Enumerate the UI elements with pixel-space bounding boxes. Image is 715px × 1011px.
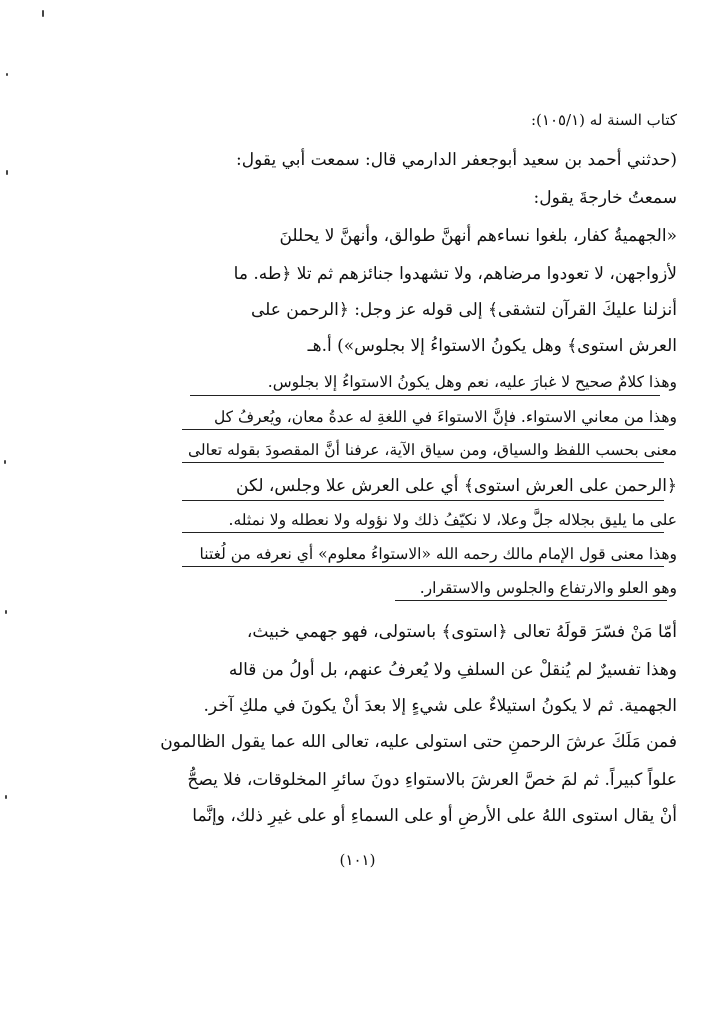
scan-speck — [6, 170, 8, 175]
body-line: الجهمية. ثم لا يكونُ استيلاءٌ على شيءٍ إلا بعدَ أنْ يكونَ في ملكِ آخر. — [203, 696, 677, 716]
scan-speck — [42, 10, 44, 17]
page-number: (١٠١) — [339, 851, 376, 869]
intro-line: (حدثني أحمد بن سعيد أبوجعفر الدارمي قال: سمعت أبي يقول: — [235, 150, 677, 170]
quote-line: أنزلنا عليكَ القرآن لتشقى﴾ إلى قوله عز وجل: ﴿الرحمن على — [250, 300, 677, 320]
scan-speck — [5, 795, 7, 799]
underline — [182, 429, 664, 430]
commentary-line: على ما يليق بجلاله جلَّ وعلا، لا نكيّفُ ذلك ولا نؤوله ولا نعطله ولا نمثله. — [228, 511, 677, 529]
underline — [182, 462, 664, 463]
quote-line: العرش استوى﴾ وهل يكونُ الاستواءُ إلا بجلوس») أ.هـ — [307, 336, 677, 356]
commentary-line: وهذا معنى قول الإمام مالك رحمه الله «الاستواءُ معلوم» أي نعرفه من لُغتنا — [199, 545, 677, 563]
scan-speck — [5, 610, 7, 614]
commentary-line: وهذا كلامٌ صحيح لا غبارَ عليه، نعم وهل يكونُ الاستواءُ إلا بجلوس. — [267, 373, 677, 391]
underline — [182, 532, 664, 533]
source-reference: كتاب السنة له (١٠٥/١): — [530, 111, 677, 129]
underline — [190, 395, 660, 396]
commentary-line: وهو العلو والارتفاع والجلوس والاستقرار. — [419, 579, 677, 597]
underline — [395, 600, 667, 601]
body-line: أنْ يقال استوى اللهُ على الأرضِ أو على السماءِ أو على غيرِ ذلك، وإنَّما — [192, 806, 677, 826]
quote-line: لأزواجهن، لا تعودوا مرضاهم، ولا تشهدوا جنائزهم ثم تلا ﴿طه. ما — [233, 264, 677, 284]
scan-speck — [4, 460, 6, 464]
commentary-line: ﴿الرحمن على العرش استوى﴾ أي على العرش علا وجلس، لكن — [236, 476, 677, 496]
quote-line: «الجهميةُ كفار، بلغوا نساءهم أنهنَّ طوالق، وأنهنَّ لا يحللنَ — [279, 226, 677, 246]
commentary-line: وهذا من معاني الاستواء. فإنَّ الاستواءَ في اللغةِ له عدةُ معان، ويُعرفُ كل — [213, 408, 677, 426]
underline — [182, 500, 664, 501]
underline — [182, 566, 664, 567]
body-line: علواً كبيراً. ثم لمَ خصَّ العرشَ بالاستواءِ دونَ سائرِ المخلوقات، فلا يصحُّ — [187, 770, 677, 790]
scan-speck — [6, 73, 8, 76]
commentary-line: معنى بحسب اللفظ والسياق، ومن سياق الآية، عرفنا أنَّ المقصودَ بقوله تعالى — [187, 441, 677, 459]
intro-line: سمعتُ خارجةَ يقول: — [533, 188, 677, 208]
body-line: وهذا تفسيرٌ لم يُنقلْ عن السلفِ ولا يُعرفُ عنهم، بل أولُ من قاله — [228, 660, 677, 680]
body-line: فمن مَلَكَ عرشَ الرحمنِ حتى استولى عليه، تعالى الله عما يقول الظالمون — [160, 732, 677, 752]
body-line: أمّا مَنْ فسّرَ قولَهُ تعالى ﴿استوى﴾ باستولى، فهو جهمي خبيث، — [246, 622, 677, 642]
